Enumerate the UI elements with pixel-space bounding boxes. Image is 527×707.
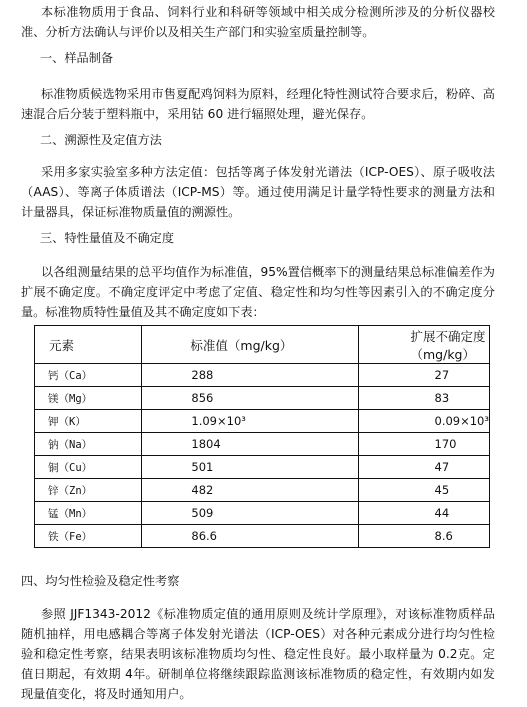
standard-value-cell: 856	[142, 387, 358, 410]
uncertainty-cell: 83	[358, 387, 490, 410]
table-row	[35, 456, 490, 479]
header-uncertainty: 扩展不确定度（mg/kg）	[358, 326, 490, 364]
table-row	[35, 479, 490, 502]
intro-paragraph: 本标准物质用于食品、饲料行业和科研等领域中相关成分检测所涉及的分析仪器校准、分析方法确认与评价以及相关生产部门和实验室质量控制等。	[21, 5, 495, 39]
uncertainty-cell: 45	[358, 479, 490, 502]
properties-table	[34, 325, 490, 548]
standard-value-cell: 288	[142, 364, 358, 387]
uncertainty-cell: 170	[358, 433, 490, 456]
section-1-body: 标准物质候选物采用市售夏配鸡饲料为原料，经理化特性测试符合要求后，粉碎、高速混合后分装于塑料瓶中，采用钴 60 进行辐照处理，避光保存。	[21, 87, 495, 121]
section-4-heading: 四、均匀性检验及稳定性考察	[21, 574, 180, 588]
element-cell: 铜（Cu）	[35, 456, 142, 479]
header-element: 元素	[35, 326, 142, 364]
section-1-heading: 一、样品制备	[40, 51, 114, 65]
uncertainty-cell: 44	[358, 502, 490, 525]
table-row	[35, 525, 490, 548]
section-4-body: 参照 JJF1343-2012《标准物质定值的通用原则及统计学原理》，对该标准物质样品随机抽样，用电感耦合等离子体发射光谱法（ICP-OES）对各种元素成分进行均匀性检验和稳定性考察，结果表明该标准物质均匀性、稳定性良好。最小取样量为 0.2克。定值日期起，有效期 4年。研制单位将继续跟踪监测该标准物质的稳定性，有效期内如发现量值变化，将及时通知用户。	[21, 607, 495, 701]
standard-value-cell: 1.09×10³	[142, 410, 358, 433]
standard-value-cell: 1804	[142, 433, 358, 456]
uncertainty-cell: 27	[358, 364, 490, 387]
table-row	[35, 410, 490, 433]
section-2-heading: 二、溯源性及定值方法	[40, 133, 162, 147]
element-cell: 钾（K）	[35, 410, 142, 433]
section-3-heading: 三、特性量值及不确定度	[40, 231, 175, 245]
header-standard-value: 标准值（mg/kg）	[142, 326, 358, 364]
section-2-body: 采用多家实验室多种方法定值：包括等离子体发射光谱法（ICP-OES）、原子吸收法（AAS）、等离子体质谱法（ICP-MS）等。通过使用满足计量学特性要求的测量方法和计量器具，保证标准物质量值的溯源性。	[21, 165, 495, 219]
standard-value-cell: 86.6	[142, 525, 358, 548]
element-cell: 铁（Fe）	[35, 525, 142, 548]
element-cell: 镁（Mg）	[35, 387, 142, 410]
element-cell: 锰（Mn）	[35, 502, 142, 525]
element-cell: 锌（Zn）	[35, 479, 142, 502]
table-row	[35, 364, 490, 387]
table-row	[35, 502, 490, 525]
section-3-body: 以各组测量结果的总平均值作为标准值，95%置信概率下的测量结果总标准偏差作为扩展不确定度。不确定度评定中考虑了定值、稳定性和均匀性等因素引入的不确定度分量。标准物质特性量值及其不确定度如下表：	[21, 265, 495, 319]
table-row	[35, 433, 490, 456]
table-header-row	[35, 326, 490, 364]
table-row	[35, 387, 490, 410]
standard-value-cell: 509	[142, 502, 358, 525]
uncertainty-cell: 47	[358, 456, 490, 479]
uncertainty-cell: 0.09×10³	[358, 410, 490, 433]
standard-value-cell: 482	[142, 479, 358, 502]
element-cell: 钙（Ca）	[35, 364, 142, 387]
uncertainty-cell: 8.6	[358, 525, 490, 548]
standard-value-cell: 501	[142, 456, 358, 479]
element-cell: 钠（Na）	[35, 433, 142, 456]
